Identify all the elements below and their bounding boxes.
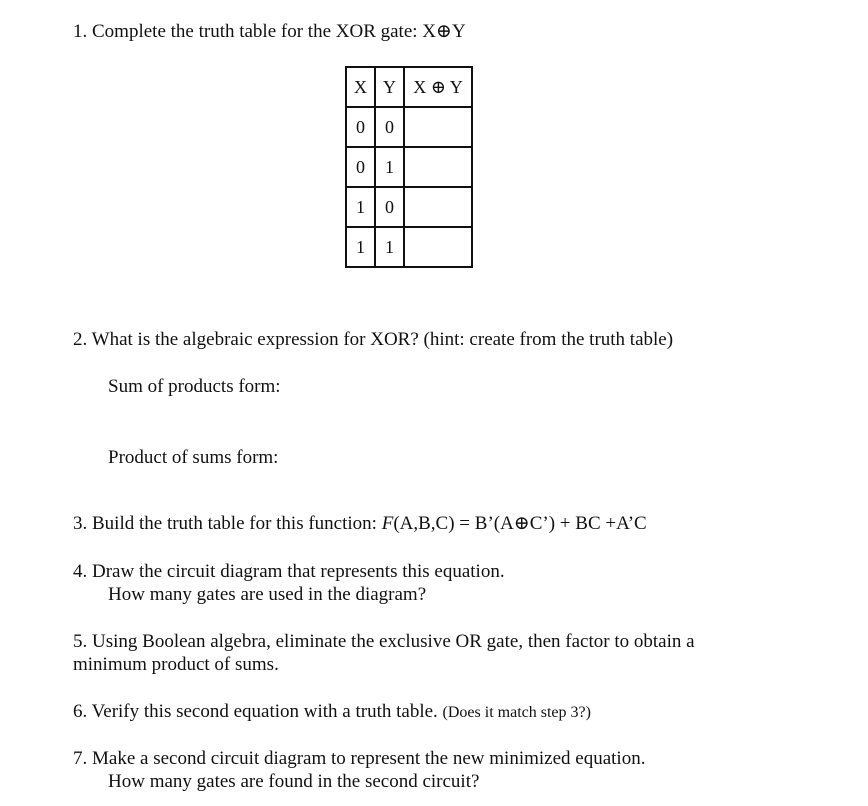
question-5-cont: minimum product of sums. (73, 654, 279, 675)
cell-x: 1 (346, 187, 375, 227)
cell-answer[interactable] (404, 187, 472, 227)
product-of-sums-label: Product of sums form: (108, 447, 279, 468)
question-7: 7. Make a second circuit diagram to represent the new minimized equation. (73, 748, 646, 769)
cell-y: 0 (375, 107, 404, 147)
question-1: 1. Complete the truth table for the XOR gate: X⊕Y (73, 21, 466, 42)
table-row (346, 227, 472, 267)
function-expression: (A,B,C) = B’(A⊕C’) + BC +A’C (393, 513, 647, 534)
header-x: X (346, 67, 375, 107)
cell-x: 0 (346, 107, 375, 147)
cell-y: 1 (375, 147, 404, 187)
question-3 (73, 513, 647, 535)
cell-answer[interactable] (404, 107, 472, 147)
cell-y: 1 (375, 227, 404, 267)
cell-x: 1 (346, 227, 375, 267)
sum-of-products-label: Sum of products form: (108, 376, 281, 397)
table-row (346, 187, 472, 227)
cell-x: 0 (346, 147, 375, 187)
question-7-sub: How many gates are found in the second circuit? (108, 771, 480, 792)
function-name: F (381, 513, 394, 534)
cell-answer[interactable] (404, 147, 472, 187)
question-6 (73, 701, 591, 724)
table-row (346, 147, 472, 187)
table-row (346, 107, 472, 147)
xor-truth-table (345, 66, 473, 268)
header-xor: X ⊕ Y (404, 67, 472, 107)
question-6-note: (Does it match step 3?) (442, 704, 591, 721)
question-2: 2. What is the algebraic expression for XOR? (hint: create from the truth table) (73, 329, 674, 350)
cell-answer[interactable] (404, 227, 472, 267)
question-4-sub: How many gates are used in the diagram? (108, 584, 427, 605)
question-6-text: 6. Verify this second equation with a truth table. (73, 701, 443, 722)
question-3-prefix: 3. Build the truth table for this function: (73, 513, 382, 534)
header-y: Y (375, 67, 404, 107)
question-5: 5. Using Boolean algebra, eliminate the exclusive OR gate, then factor to obtain a (73, 631, 695, 652)
cell-y: 0 (375, 187, 404, 227)
table-header-row (346, 67, 472, 107)
question-4: 4. Draw the circuit diagram that represents this equation. (73, 561, 505, 582)
